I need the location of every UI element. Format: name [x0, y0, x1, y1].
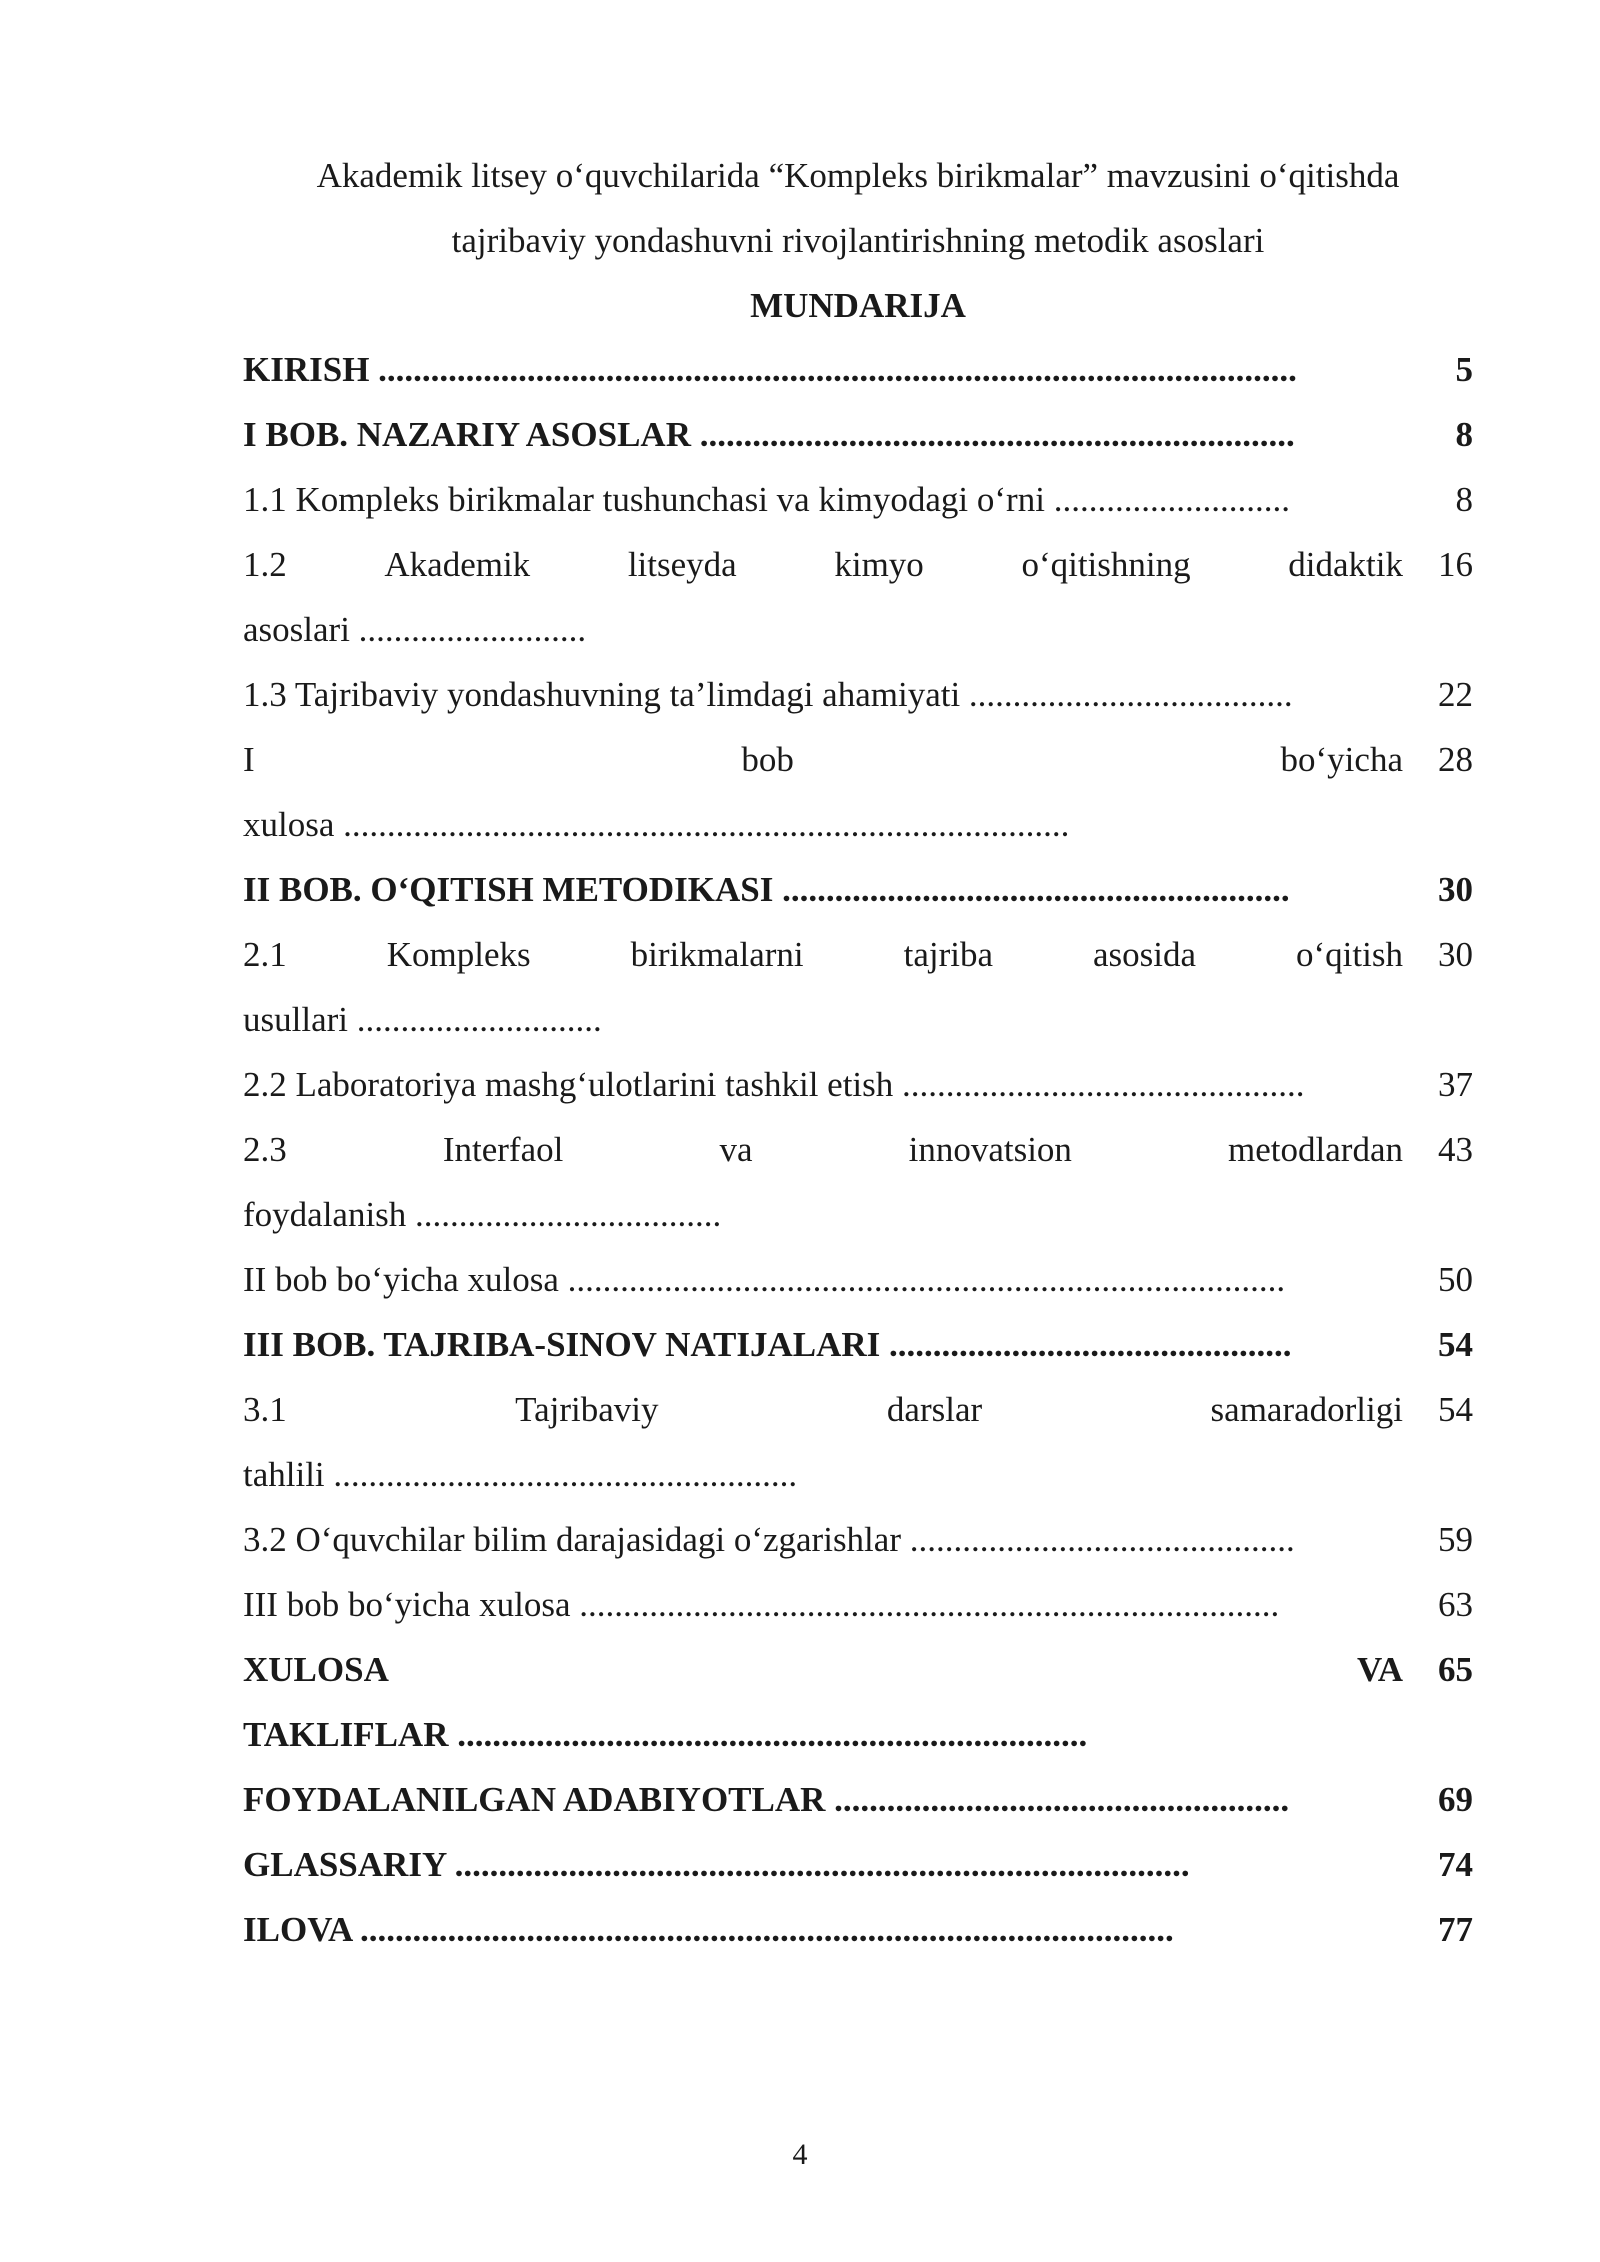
toc-entry-text: asoslari ..........................	[243, 610, 587, 649]
toc-entry-page: 65	[1438, 1650, 1473, 1689]
toc-entry-page: 37	[1438, 1065, 1473, 1104]
toc-entry-justified-text	[243, 1388, 1403, 1432]
toc-entry-chapter-3[interactable]	[243, 1323, 1473, 1367]
toc-entry-text: ILOVA .............................................................................................	[243, 1910, 1174, 1949]
document-title-line-1: Akademik litsey o‘quvchilarida “Kompleks birikmalar” mavzusini o‘qitishda	[316, 156, 1400, 195]
toc-entry-page: 22	[1438, 675, 1473, 714]
toc-entry-page: 30	[1438, 935, 1473, 974]
toc-entry-section-1-2[interactable]	[243, 543, 1473, 587]
toc-entry-chapter-2-conclusion[interactable]	[243, 1258, 1473, 1302]
toc-entry-section-2-2[interactable]	[243, 1063, 1473, 1107]
page-number: 4	[792, 2138, 808, 2171]
toc-word: Interfaol	[442, 1130, 564, 1169]
toc-entry-chapter-1-conclusion-continued[interactable]	[243, 803, 1473, 847]
toc-word: samaradorligi	[1210, 1390, 1403, 1429]
toc-entry-text: foydalanish ...................................	[243, 1195, 722, 1234]
toc-entry-text: TAKLIFLAR ........................................................................	[243, 1715, 1088, 1754]
toc-entry-page: 28	[1438, 740, 1473, 779]
document-title-line-2: tajribaviy yondashuvni rivojlantirishning metodik asoslari	[451, 221, 1265, 260]
toc-word: va	[719, 1130, 753, 1169]
toc-entry-chapter-3-conclusion[interactable]	[243, 1583, 1473, 1627]
toc-word: Kompleks	[386, 935, 531, 974]
toc-entry-section-3-1-continued[interactable]	[243, 1453, 1473, 1497]
toc-entry-section-2-3[interactable]	[243, 1128, 1473, 1172]
toc-word: asosida	[1093, 935, 1197, 974]
toc-word: kimyo	[834, 545, 924, 584]
toc-entry-page: 77	[1438, 1910, 1473, 1949]
toc-word: I	[243, 740, 255, 779]
toc-entry-page: 8	[1455, 480, 1473, 519]
toc-entry-justified-text	[243, 543, 1403, 587]
toc-entry-section-2-3-continued[interactable]	[243, 1193, 1473, 1237]
toc-word: litseyda	[627, 545, 737, 584]
toc-word: bo‘yicha	[1280, 740, 1403, 779]
toc-entry-text: 1.3 Tajribaviy yondashuvning ta’limdagi ahamiyati .....................................	[243, 675, 1293, 714]
toc-entry-chapter-1-conclusion[interactable]	[243, 738, 1473, 782]
toc-entry-page: 59	[1438, 1520, 1473, 1559]
toc-entry-chapter-1[interactable]	[243, 413, 1473, 457]
toc-entry-page: 50	[1438, 1260, 1473, 1299]
toc-entry-chapter-2[interactable]	[243, 868, 1473, 912]
toc-entry-section-3-1[interactable]	[243, 1388, 1473, 1432]
toc-entry-text: tahlili .....................................................	[243, 1455, 798, 1494]
toc-entry-page: 69	[1438, 1780, 1473, 1819]
toc-entry-text: FOYDALANILGAN ADABIYOTLAR ....................................................	[243, 1780, 1290, 1819]
toc-entry-justified-text	[243, 1128, 1403, 1172]
toc-entry-page: 8	[1455, 415, 1473, 454]
toc-entry-section-3-2[interactable]	[243, 1518, 1473, 1562]
toc-entry-text: 2.2 Laboratoriya mashg‘ulotlarini tashkil etish ..............................................	[243, 1065, 1305, 1104]
toc-word: birikmalarni	[630, 935, 804, 974]
toc-entry-text: KIRISH .........................................................................................................	[243, 350, 1297, 389]
toc-word: bob	[741, 740, 794, 779]
toc-word: Akademik	[384, 545, 531, 584]
toc-entry-appendix[interactable]	[243, 1908, 1473, 1952]
toc-word: innovatsion	[908, 1130, 1072, 1169]
toc-entry-page: 54	[1438, 1325, 1473, 1364]
toc-word: metodlardan	[1228, 1130, 1403, 1169]
toc-entry-justified-text	[243, 738, 1403, 782]
toc-word: 2.3	[243, 1130, 287, 1169]
toc-entry-text: GLASSARIY ....................................................................................	[243, 1845, 1190, 1884]
toc-entry-section-1-3[interactable]	[243, 673, 1473, 717]
toc-word: o‘qitish	[1296, 935, 1403, 974]
toc-entry-page: 74	[1438, 1845, 1473, 1884]
toc-entry-text: III bob bo‘yicha xulosa ................................................................................	[243, 1585, 1280, 1624]
toc-entry-text: II BOB. O‘QITISH METODIKASI ..........................................................	[243, 870, 1290, 909]
toc-entry-bibliography[interactable]	[243, 1778, 1473, 1822]
toc-entry-text: II bob bo‘yicha xulosa ..................................................................................	[243, 1260, 1286, 1299]
toc-entry-text: I BOB. NAZARIY ASOSLAR ....................................................................	[243, 415, 1295, 454]
toc-entry-text: 3.2 O‘quvchilar bilim darajasidagi o‘zgarishlar ............................................	[243, 1520, 1295, 1559]
toc-word: Tajribaviy	[515, 1390, 659, 1429]
toc-word: didaktik	[1288, 545, 1403, 584]
toc-entry-text: III BOB. TAJRIBA-SINOV NATIJALARI ..............................................	[243, 1325, 1292, 1364]
toc-entry-page: 5	[1455, 350, 1473, 389]
toc-word: 3.1	[243, 1390, 287, 1429]
toc-entry-text: usullari ............................	[243, 1000, 602, 1039]
toc-entry-page: 54	[1438, 1390, 1473, 1429]
toc-entry-section-1-1[interactable]	[243, 478, 1473, 522]
toc-word: darslar	[886, 1390, 983, 1429]
toc-entry-section-2-1-continued[interactable]	[243, 998, 1473, 1042]
toc-word: 1.2	[243, 545, 287, 584]
toc-word: XULOSA	[243, 1650, 389, 1689]
toc-heading: MUNDARIJA	[750, 286, 966, 325]
toc-entry-conclusions[interactable]	[243, 1648, 1473, 1692]
toc-word: tajriba	[903, 935, 994, 974]
toc-entry-conclusions-continued[interactable]	[243, 1713, 1473, 1757]
toc-entry-justified-text	[243, 1648, 1403, 1692]
toc-word: 2.1	[243, 935, 287, 974]
toc-entry-text: xulosa ...................................................................................	[243, 805, 1070, 844]
toc-entry-page: 63	[1438, 1585, 1473, 1624]
toc-entry-justified-text	[243, 933, 1403, 977]
toc-entry-section-1-2-continued[interactable]	[243, 608, 1473, 652]
toc-word: VA	[1356, 1650, 1403, 1689]
toc-entry-page: 16	[1438, 545, 1473, 584]
toc-word: o‘qitishning	[1021, 545, 1191, 584]
toc-entry-page: 30	[1438, 870, 1473, 909]
toc-entry-kirish[interactable]	[243, 348, 1473, 392]
toc-entry-glossary[interactable]	[243, 1843, 1473, 1887]
toc-entry-text: 1.1 Kompleks birikmalar tushunchasi va kimyodagi o‘rni ...........................	[243, 480, 1290, 519]
toc-entry-section-2-1[interactable]	[243, 933, 1473, 977]
toc-entry-page: 43	[1438, 1130, 1473, 1169]
